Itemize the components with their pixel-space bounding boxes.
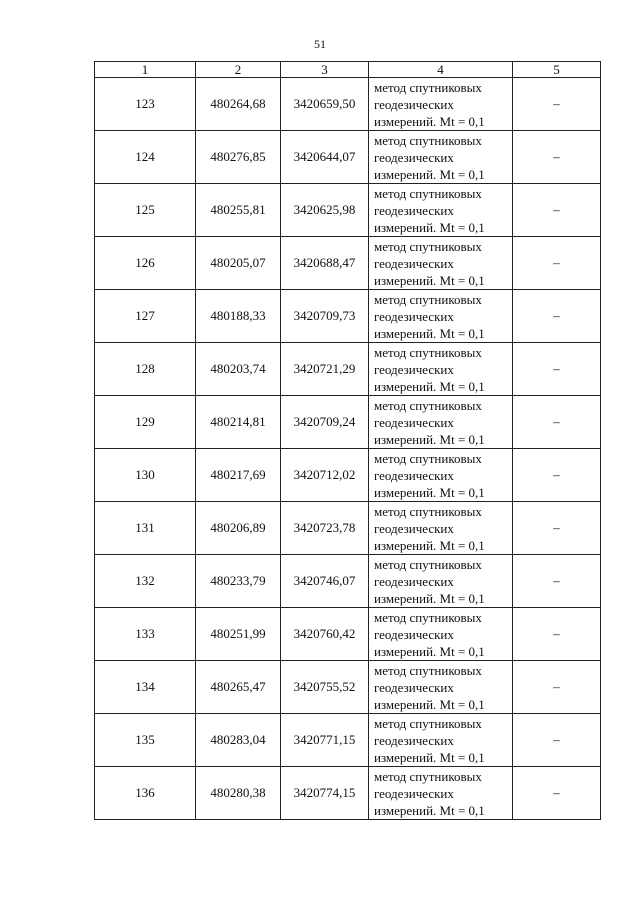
- method-line: геодезических: [374, 96, 454, 112]
- y-coordinate-cell: 3420688,47: [281, 237, 369, 290]
- method-line: измерений. Mt = 0,1: [374, 325, 485, 341]
- table-row: [95, 449, 601, 502]
- method-line: метод спутниковых: [374, 768, 482, 784]
- y-coordinate-cell: 3420774,15: [281, 767, 369, 820]
- method-cell: [369, 131, 513, 184]
- method-line: геодезических: [374, 149, 454, 165]
- method-line: измерений. Mt = 0,1: [374, 378, 485, 394]
- method-cell: [369, 343, 513, 396]
- method-line: метод спутниковых: [374, 503, 482, 519]
- x-coordinate-cell: 480217,69: [196, 449, 281, 502]
- note-cell: –: [513, 502, 601, 555]
- note-cell: –: [513, 131, 601, 184]
- method-line: метод спутниковых: [374, 79, 482, 95]
- x-coordinate-cell: 480205,07: [196, 237, 281, 290]
- method-line: измерений. Mt = 0,1: [374, 749, 485, 765]
- y-coordinate-cell: 3420709,24: [281, 396, 369, 449]
- method-line: геодезических: [374, 202, 454, 218]
- y-coordinate-cell: 3420712,02: [281, 449, 369, 502]
- point-number-cell: 126: [95, 237, 196, 290]
- table-header-row: [95, 62, 601, 78]
- table-row: [95, 78, 601, 131]
- method-line: измерений. Mt = 0,1: [374, 802, 485, 818]
- point-number-cell: 132: [95, 555, 196, 608]
- table-row: [95, 396, 601, 449]
- method-line: метод спутниковых: [374, 450, 482, 466]
- table-row: [95, 502, 601, 555]
- method-line: метод спутниковых: [374, 715, 482, 731]
- method-line: геодезических: [374, 467, 454, 483]
- method-line: метод спутниковых: [374, 291, 482, 307]
- point-number-cell: 134: [95, 661, 196, 714]
- method-line: измерений. Mt = 0,1: [374, 272, 485, 288]
- point-number-cell: 135: [95, 714, 196, 767]
- note-cell: –: [513, 78, 601, 131]
- method-cell: [369, 449, 513, 502]
- x-coordinate-cell: 480264,68: [196, 78, 281, 131]
- method-line: геодезических: [374, 732, 454, 748]
- table-row: [95, 767, 601, 820]
- note-cell: –: [513, 767, 601, 820]
- method-line: измерений. Mt = 0,1: [374, 113, 485, 129]
- column-header: 5: [513, 62, 601, 78]
- method-line: метод спутниковых: [374, 132, 482, 148]
- note-cell: –: [513, 449, 601, 502]
- point-number-cell: 127: [95, 290, 196, 343]
- method-line: измерений. Mt = 0,1: [374, 537, 485, 553]
- y-coordinate-cell: 3420721,29: [281, 343, 369, 396]
- method-line: геодезических: [374, 414, 454, 430]
- point-number-cell: 136: [95, 767, 196, 820]
- point-number-cell: 129: [95, 396, 196, 449]
- method-cell: [369, 555, 513, 608]
- method-cell: [369, 290, 513, 343]
- note-cell: –: [513, 714, 601, 767]
- x-coordinate-cell: 480283,04: [196, 714, 281, 767]
- method-cell: [369, 78, 513, 131]
- note-cell: –: [513, 555, 601, 608]
- y-coordinate-cell: 3420644,07: [281, 131, 369, 184]
- method-cell: [369, 184, 513, 237]
- y-coordinate-cell: 3420625,98: [281, 184, 369, 237]
- note-cell: –: [513, 237, 601, 290]
- method-cell: [369, 767, 513, 820]
- note-cell: –: [513, 608, 601, 661]
- method-line: геодезических: [374, 255, 454, 271]
- method-cell: [369, 237, 513, 290]
- point-number-cell: 131: [95, 502, 196, 555]
- method-cell: [369, 661, 513, 714]
- coordinates-table: [94, 61, 601, 820]
- x-coordinate-cell: 480188,33: [196, 290, 281, 343]
- method-line: геодезических: [374, 573, 454, 589]
- x-coordinate-cell: 480255,81: [196, 184, 281, 237]
- method-line: измерений. Mt = 0,1: [374, 696, 485, 712]
- method-line: метод спутниковых: [374, 556, 482, 572]
- point-number-cell: 124: [95, 131, 196, 184]
- method-line: измерений. Mt = 0,1: [374, 219, 485, 235]
- y-coordinate-cell: 3420746,07: [281, 555, 369, 608]
- method-line: измерений. Mt = 0,1: [374, 590, 485, 606]
- y-coordinate-cell: 3420659,50: [281, 78, 369, 131]
- x-coordinate-cell: 480214,81: [196, 396, 281, 449]
- point-number-cell: 128: [95, 343, 196, 396]
- table-row: [95, 661, 601, 714]
- column-header: 3: [281, 62, 369, 78]
- table-row: [95, 290, 601, 343]
- point-number-cell: 133: [95, 608, 196, 661]
- method-cell: [369, 714, 513, 767]
- table-row: [95, 343, 601, 396]
- method-line: метод спутниковых: [374, 397, 482, 413]
- method-line: измерений. Mt = 0,1: [374, 484, 485, 500]
- method-line: метод спутниковых: [374, 662, 482, 678]
- y-coordinate-cell: 3420755,52: [281, 661, 369, 714]
- method-line: метод спутниковых: [374, 238, 482, 254]
- method-cell: [369, 396, 513, 449]
- note-cell: –: [513, 343, 601, 396]
- table-row: [95, 608, 601, 661]
- method-line: метод спутниковых: [374, 609, 482, 625]
- x-coordinate-cell: 480280,38: [196, 767, 281, 820]
- page-number: 51: [314, 37, 326, 51]
- point-number-cell: 130: [95, 449, 196, 502]
- y-coordinate-cell: 3420760,42: [281, 608, 369, 661]
- x-coordinate-cell: 480276,85: [196, 131, 281, 184]
- table-row: [95, 714, 601, 767]
- method-cell: [369, 502, 513, 555]
- note-cell: –: [513, 396, 601, 449]
- method-line: измерений. Mt = 0,1: [374, 166, 485, 182]
- note-cell: –: [513, 661, 601, 714]
- note-cell: –: [513, 184, 601, 237]
- x-coordinate-cell: 480251,99: [196, 608, 281, 661]
- table-body: [95, 78, 601, 820]
- point-number-cell: 123: [95, 78, 196, 131]
- method-line: геодезических: [374, 361, 454, 377]
- point-number-cell: 125: [95, 184, 196, 237]
- method-line: метод спутниковых: [374, 344, 482, 360]
- table-row: [95, 237, 601, 290]
- x-coordinate-cell: 480203,74: [196, 343, 281, 396]
- method-line: геодезических: [374, 308, 454, 324]
- method-line: геодезических: [374, 626, 454, 642]
- method-line: измерений. Mt = 0,1: [374, 643, 485, 659]
- x-coordinate-cell: 480265,47: [196, 661, 281, 714]
- column-header: 4: [369, 62, 513, 78]
- method-cell: [369, 608, 513, 661]
- table-row: [95, 555, 601, 608]
- table-row: [95, 131, 601, 184]
- x-coordinate-cell: 480206,89: [196, 502, 281, 555]
- method-line: геодезических: [374, 520, 454, 536]
- note-cell: –: [513, 290, 601, 343]
- x-coordinate-cell: 480233,79: [196, 555, 281, 608]
- method-line: геодезических: [374, 679, 454, 695]
- table-row: [95, 184, 601, 237]
- column-header: 2: [196, 62, 281, 78]
- method-line: измерений. Mt = 0,1: [374, 431, 485, 447]
- y-coordinate-cell: 3420771,15: [281, 714, 369, 767]
- y-coordinate-cell: 3420723,78: [281, 502, 369, 555]
- method-line: геодезических: [374, 785, 454, 801]
- method-line: метод спутниковых: [374, 185, 482, 201]
- column-header: 1: [95, 62, 196, 78]
- y-coordinate-cell: 3420709,73: [281, 290, 369, 343]
